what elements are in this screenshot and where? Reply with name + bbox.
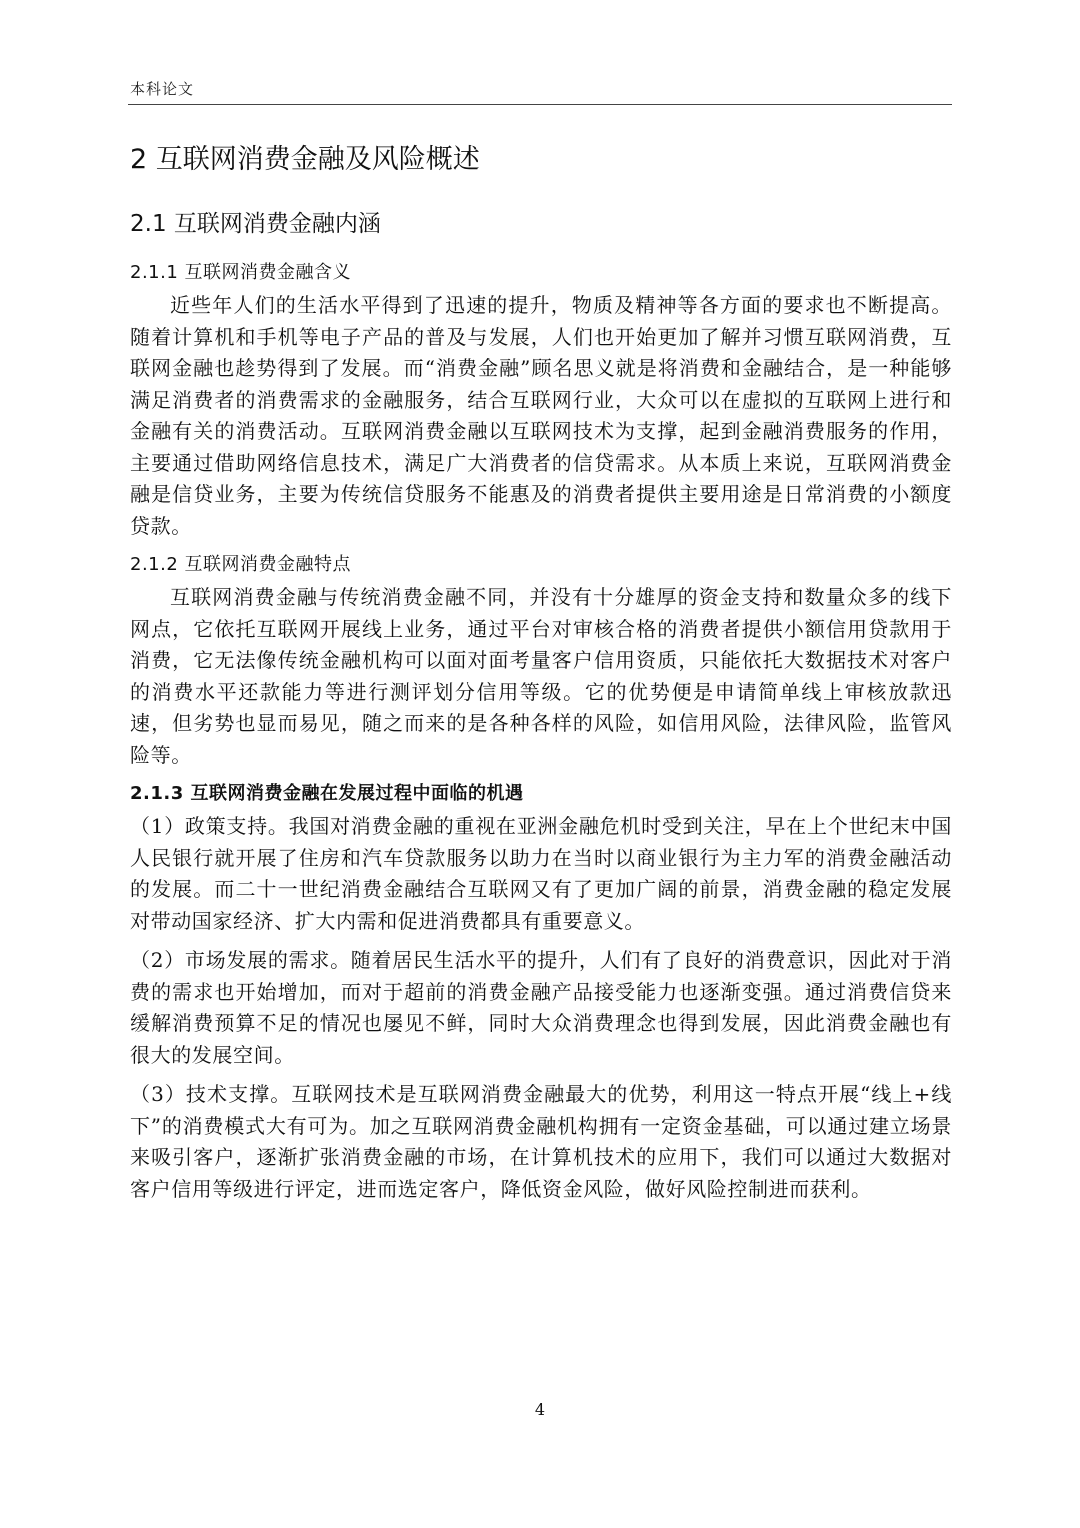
page-number: 4 bbox=[534, 1400, 546, 1419]
subsection-title: 2.1.2 互联网消费金融特点 bbox=[130, 554, 352, 575]
body-paragraph: 近些年人们的生活水平得到了迅速的提升，物质及精神等各方面的要求也不断提高。随着计算机和手机等电子产品的普及与发展，人们也开始更加了解并习惯互联网消费，互联网金融也趁势得到了发展。而“消费金融”顾名思义就是将消费和金融结合，是一种能够满足消费者的消费需求的金融服务，结合互联网行业，大众可以在虚拟的互联网上进行和金融有关的消费活动。互联网消费金融以互联网技术为支撑，起到金融消费服务的作用，主要通过借助网络信息技术，满足广大消费者的信贷需求。从本质上来说，互联网消费金融是信贷业务，主要为传统信贷服务不能惠及的消费者提供主要用途是日常消费的小额度贷款。 bbox=[130, 293, 952, 538]
subsection-title: 2.1.3 互联网消费金融在发展过程中面临的机遇 bbox=[130, 783, 524, 804]
subsection-title: 2.1.1 互联网消费金融含义 bbox=[130, 262, 352, 283]
running-header: 本科论文 bbox=[130, 80, 195, 98]
list-paragraph: （3）技术支撑。互联网技术是互联网消费金融最大的优势，利用这一特点开展“线上+线下”的消费模式大有可为。加之互联网消费金融机构拥有一定资金基础，可以通过建立场景来吸引客户，逐渐扩张消费金融的市场，在计算机技术的应用下，我们可以通过大数据对客户信用等级进行评定，进而选定客户，降低资金风险，做好风险控制进而获利。 bbox=[130, 1082, 952, 1201]
section-title: 2.1 互联网消费金融内涵 bbox=[130, 211, 381, 237]
list-paragraph: （2）市场发展的需求。随着居民生活水平的提升，人们有了良好的消费意识，因此对于消费的需求也开始增加，而对于超前的消费金融产品接受能力也逐渐变强。通过消费信贷来缓解消费预算不足的情况也屡见不鲜，同时大众消费理念也得到发展，因此消费金融也有很大的发展空间。 bbox=[130, 948, 952, 1067]
chapter-title: 2 互联网消费金融及风险概述 bbox=[130, 144, 480, 175]
page-content bbox=[130, 138, 952, 1213]
body-paragraph: 互联网消费金融与传统消费金融不同，并没有十分雄厚的资金支持和数量众多的线下网点，它依托互联网开展线上业务，通过平台对审核合格的消费者提供小额信用贷款用于消费，它无法像传统金融机构可以面对面考量客户信用资质，只能依托大数据技术对客户的消费水平还款能力等进行测评划分信用等级。它的优势便是申请简单线上审核放款迅速，但劣势也显而易见，随之而来的是各种各样的风险，如信用风险，法律风险，监管风险等。 bbox=[130, 585, 952, 767]
list-paragraph: （1）政策支持。我国对消费金融的重视在亚洲金融危机时受到关注，早在上个世纪末中国人民银行就开展了住房和汽车贷款服务以助力在当时以商业银行为主力军的消费金融活动的发展。而二十一世纪消费金融结合互联网又有了更加广阔的前景，消费金融的稳定发展对带动国家经济、扩大内需和促进消费都具有重要意义。 bbox=[130, 814, 952, 933]
header-divider bbox=[128, 104, 952, 105]
